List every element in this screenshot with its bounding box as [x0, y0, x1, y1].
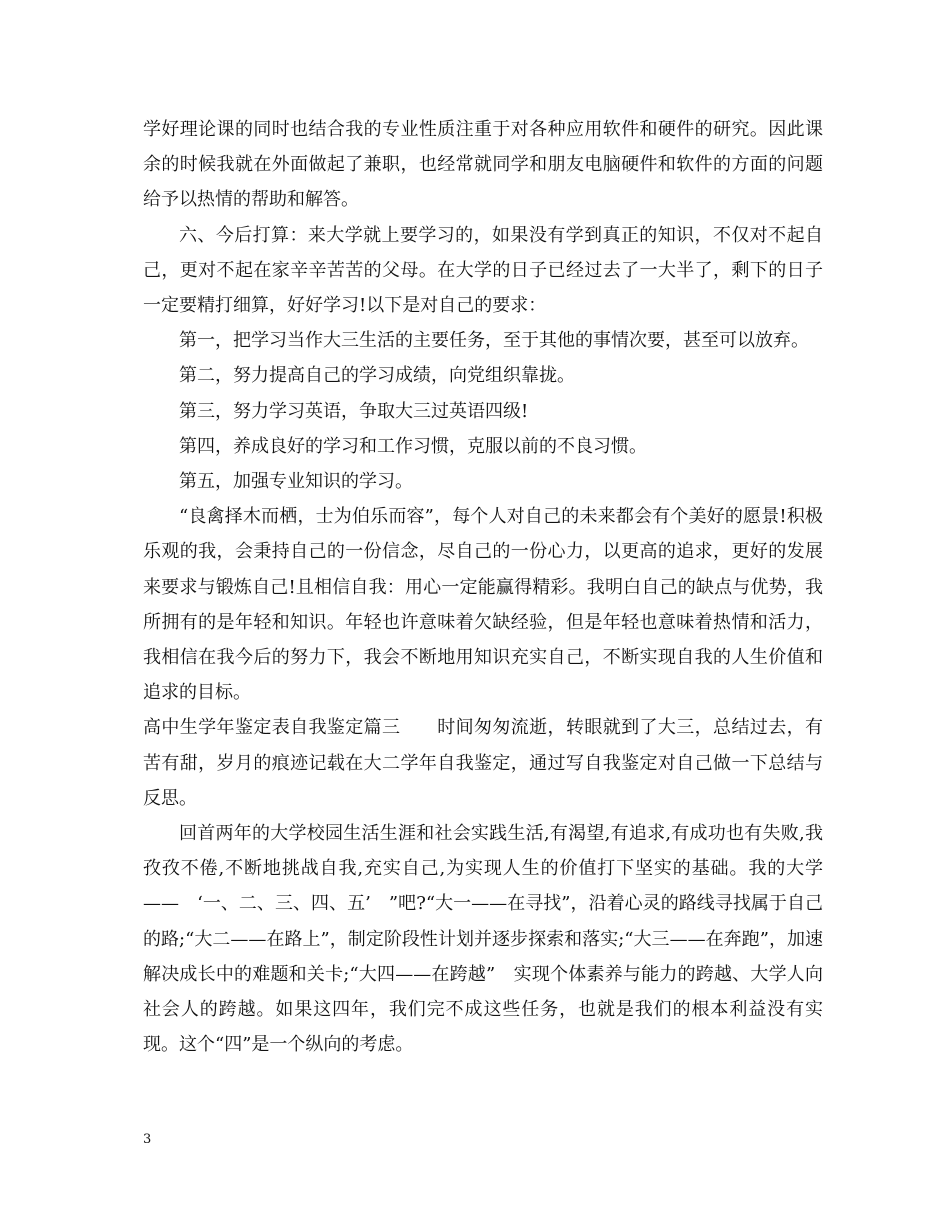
paragraph-1: 学好理论课的同时也结合我的专业性质注重于对各种应用软件和硬件的研究。因此课余的时候我就在外面做起了兼职，也经常就同学和朋友电脑硬件和软件的方面的问题给予以热情的帮助和解答。: [143, 119, 823, 211]
paragraph-8: “良禽择木而栖，士为伯乐而容”，每个人对自己的未来都会有个美好的愿景!积极乐观的我，会秉持自己的一份信念，尽自己的一份心力，以更高的追求，更好的发展来要求与锻炼自己!且相信自我：用心一定能赢得精彩。我明白自己的缺点与优势，我所拥有的是年轻和知识。年轻也许意味着欠缺经验，但是年轻也意味着热情和活力，我相信在我今后的努力下，我会不断地用知识充实自己，不断实现自我的人生价值和追求的目标。: [143, 506, 823, 704]
paragraph-2: 六、今后打算：来大学就上要学习的，如果没有学到真正的知识，不仅对不起自己，更对不起在家辛辛苦苦的父母。在大学的日子已经过去了一大半了，剩下的日子一定要精打细算，好好学习!以下是对自己的要求：: [143, 224, 823, 317]
paragraph-5: 第三，努力学习英语，争取大三过英语四级!: [179, 400, 529, 422]
page-number: 3: [143, 1132, 152, 1147]
paragraph-6: 第四，养成良好的学习和工作习惯，克服以前的不良习惯。: [179, 435, 647, 457]
paragraph-7: 第五，加强专业知识的学习。: [179, 471, 413, 493]
paragraph-10: 回首两年的大学校园生活生涯和社会实践生活,有渴望,有追求,有成功也有失败,我孜孜不倦,不断地挑战自我,充实自己,为实现人生的价值打下坚实的基础。我的大学—— ‘一、二、三、四、五’ ”吧?“大一——在寻找”，沿着心灵的路线寻找属于自己的路;“大二——在路上”，制定阶段性计划并逐步探索和落实;“大三——在奔跑”，加速解决成长中的难题和关卡;“大四——在跨越” 实现个体素养与能力的跨越、大学人向社会人的跨越。如果这四年，我们完不成这些任务，也就是我们的根本利益没有实现。这个“四”是一个纵向的考虑。: [143, 823, 823, 1056]
paragraph-3: 第一，把学习当作大三生活的主要任务，至于其他的事情次要，甚至可以放弃。: [179, 330, 809, 352]
paragraph-4: 第二，努力提高自己的学习成绩，向党组织靠拢。: [179, 365, 575, 387]
paragraph-9: 高中生学年鉴定表自我鉴定篇三 时间匆匆流逝，转眼就到了大三，总结过去，有苦有甜，岁月的痕迹记载在大二学年自我鉴定，通过写自我鉴定对自己做一下总结与反思。: [143, 717, 823, 809]
document-body: [143, 112, 823, 1062]
